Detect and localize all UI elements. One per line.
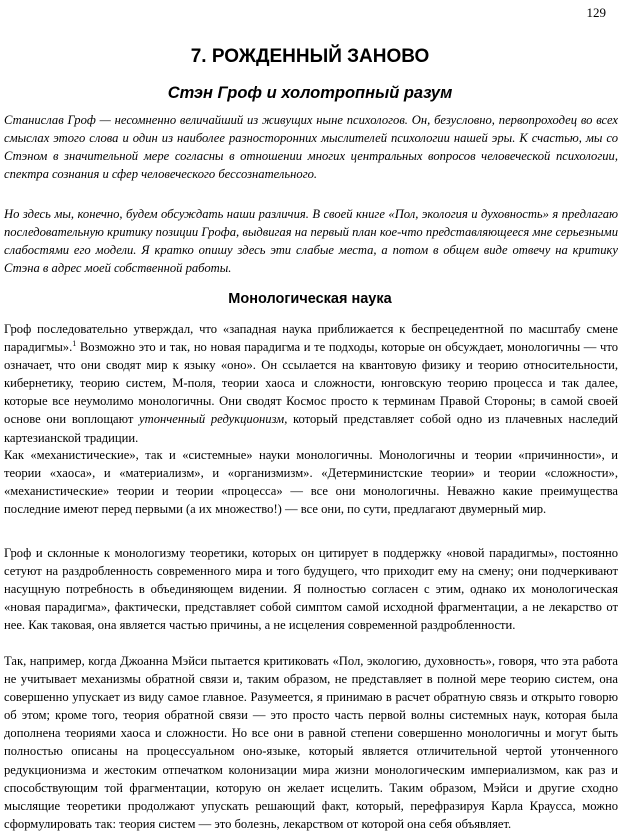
- intro-paragraph-2: Но здесь мы, конечно, будем обсуждать наши различия. В своей книге «Пол, экология и духовность» я предлагаю последовательную критику позиции Грофа, выдвигая на первый план кое-что представляющееся мне серьезными слабостями его модели. Я кратко опишу здесь эти слабые места, а потом в общем виде отвечу на критику Стэна в адрес моей собственной работы.: [4, 207, 618, 276]
- body-paragraph-1: [4, 320, 618, 447]
- p1-text-b: Возможно это и так, но новая парадигма и те подходы, которые он обсуждает, монологичны — что означает, что они сводят мир к языку «оно». Он ссылается на квантовую физику и теорию относительности, кибернетику, теорию систем, М-поля, теории хаоса и сложности, юнговскую теорию процесса и так далее, которые все неумолимо монологичны. Они сводят Космос просто к терминам Правой Стороны; в самой своей основе они воплощают: [4, 340, 618, 427]
- chapter-title: 7. РОЖДЕННЫЙ ЗАНОВО: [190, 46, 430, 67]
- footnote-marker: 1: [72, 338, 77, 348]
- p1-text-c: , который представляет собой одно из плачевных наследий картезианской традиции.: [4, 412, 618, 445]
- body-paragraph-2: Как «механистические», так и «системные» науки монологичны. Монологичны и теории «причинности», и теории «хаоса», и «материализм», и «организмизм». «Детерминистские теории» и теории «сложности», «механистические» теории и теории «процесса» — все они монологичны. Неважно какие преимущества последние имеют перед первыми (а их множество!) — все они, по сути, предлагают двумерный мир.: [4, 448, 618, 517]
- intro-paragraph-1: Станислав Гроф — несомненно величайший из живущих ныне психологов. Он, безусловно, первопроходец во всех смыслах этого слова и один из наиболее разносторонних мыслителей психологии нашей эры. К счастью, мы со Стэном в значительной мере согласны в отношении многих центральных вопросов человеческой психологии, спектра сознания и сфер человеческого бессознательного.: [4, 113, 618, 182]
- body-paragraph-4: Так, например, когда Джоанна Мэйси пытается критиковать «Пол, экологию, духовность», говоря, что эта работа не учитывает механизмы обратной связи и, таким образом, не представляет в полной мере теорию систем, она совершенно упускает из виду самое главное. Разумеется, я принимаю в расчет обратную связь и открыто говорю об этом; кроме того, теория обратной связи — это просто часть первой волны системных наук, которая была дополнена теориями хаоса и сложности. Но все они в равной степени совершенно монологичны и могут быть полностью описаны на процессуальном оно-языке, который является отличительной чертой утонченного редукционизма и жестоким отпечатком колонизации мира жизни монологическим империализмом, как раз и способствующим той фрагментации, которую он желает исцелить. Таким образом, Мэйси и другие сходно мыслящие теоретики продолжают упускать решающий факт, который, перефразируя Карла Краусса, можно сформулировать так: теория систем — это болезнь, лекарством от которой она себя объявляет.: [4, 654, 618, 831]
- body-paragraph-3: Гроф и склонные к монологизму теоретики, которых он цитирует в поддержку «новой парадигмы», постоянно сетуют на раздробленность современного мира и того будущего, что приходит ему на смену; они подчеркивают насущную потребность в объединяющем видении. Я полностью согласен с этим, однако их монологическая «новая парадигма», фактически, представляет собой симптом самой исходной фрагментации, а не лекарство от нее. Как таковая, она является частью причины, а не исцеления современной раздробленности.: [4, 546, 618, 633]
- section-title: Стэн Гроф и холотропный разум: [167, 84, 453, 102]
- p1-emphasis: утонченный редукционизм: [139, 412, 285, 427]
- subsection-title: Монологическая наука: [228, 291, 392, 307]
- page-number: 129: [586, 5, 606, 20]
- p1-text-a: Гроф последовательно утверждал, что «западная наука приближается к беспрецедентной по масштабу смене парадигмы».: [4, 322, 618, 355]
